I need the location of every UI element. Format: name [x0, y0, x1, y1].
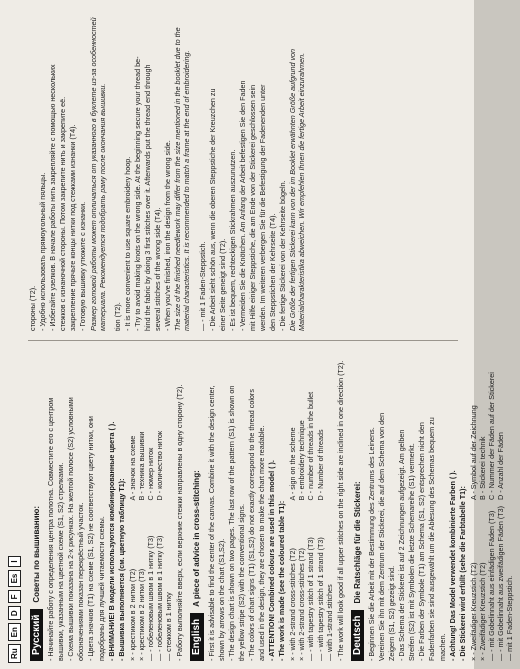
instruction-line: den Steppstichen der Kehrseite (T4). [268, 213, 278, 331]
size-note: The size of the finished needlework may differ from the size mentioned in the booklet due to the material characteristics. It is recommended to match a frame at the end of embroidering. [173, 27, 192, 331]
instruction-line: - Try to avoid making knots on the wrong side. At the beginning secure your thread be- [132, 56, 142, 331]
stitch-legend [128, 346, 173, 661]
instruction-line: - First it is advisable to find the center of the canvas. Combine it with the design center, [206, 385, 216, 661]
legend-key: B - техника вышивки [136, 431, 146, 501]
instruction-line: - When you've finished, iron the design from the wrong side. [163, 140, 173, 331]
instruction-line: and used in the design, they are chosen to make the chart more readable. [256, 425, 266, 661]
legend-technique: — with 1-strand stitches [324, 584, 334, 661]
instruction-line: - Удобно использовать прямоугольный пяльцы. [38, 172, 48, 331]
legend-technique: × - Zweifädiger Kreuzstich (T2) [468, 562, 478, 661]
instruction-line: - Die Farben der Symbole (T1) am Schema (S1, S2) entsprechen nicht den [417, 422, 427, 661]
legend-key: C - number of threads in the bullet [306, 391, 316, 501]
instruction-line: - ВНИМАНИЕ! В модели используются комбинированные цвета ( ). [106, 421, 116, 661]
language-label: Русский [30, 609, 43, 661]
legend-technique: — - mit Gobelinnaht aus einfädigen Fäden (T3) [487, 510, 497, 661]
legend-technique: × - with 2-strand cross-stitches (T2) [288, 548, 298, 661]
language-label: Deutsch [351, 610, 364, 661]
stitch-legend [469, 346, 514, 661]
legend-technique: × - крестиком в 2 нитки (T2) [127, 568, 137, 661]
legend-key: D - Anzahl der Fäden [496, 432, 506, 500]
legend-key: B - Stickerei technik [477, 436, 487, 500]
instruction-line: - Beginnen Sie die Arbeit mit der Bestimmung des Zentrums des Leinens. [366, 427, 376, 661]
legend-key: A - sign on the scheme [288, 427, 298, 501]
instruction-line: Streifen (S2) ist mit Symbolen die letzte Schemareihe (S1) vermerkt. [407, 443, 417, 661]
legend-technique: — - mit Gobelinnaht aus zweifädigen Fäden (T3) [496, 505, 506, 661]
tab-f[interactable]: F [8, 590, 21, 603]
language-tabs [8, 556, 21, 663]
tab-es[interactable]: Es [8, 570, 21, 588]
left-column [28, 346, 520, 661]
tab-i[interactable]: I [8, 556, 21, 566]
section-header [351, 346, 364, 661]
instruction-line: the yellow stripe (S2) with the conventional signs. [236, 503, 246, 661]
legend-key: A - значок на схеме [127, 435, 137, 501]
instruction-line: - Es ist bequem, rechteckigen Stickrahmen auszunutzen. [227, 149, 237, 331]
instruction-line: - Die fertige Stickerei von der Kehrseite bügeln. [278, 180, 288, 331]
legend-key: B - embroidery technique [297, 420, 307, 501]
tab-d[interactable]: D [8, 606, 21, 620]
instruction-line: - Vermeiden Sie die Knötchen. Am Anfang der Arbeit befestigen Sie den Faden [237, 80, 247, 331]
instruction-line: - Achtung! Das Model verwendet kombinierte Farben ( ). [447, 470, 457, 661]
legend-technique: × - крестиком в 2 нитки (T3) [136, 568, 146, 661]
instruction-line: hind the fabric by doing 3 first stitches over it. Afterwards put the thread end through [143, 64, 153, 331]
instruction-line: - Начинайте работу с определения центра полотна. Совместите его с центром [46, 397, 56, 661]
legend-technique: — mit 1 Faden-Steppstich. [505, 575, 515, 661]
instruction-line: - Das Schema der Stickerei ist auf 2 Zeichnungen aufgezeigt. Am gelben [397, 429, 407, 661]
instruction-line: Vereinen Sie ihn mit dem Zentrum der Stickerei, die auf dem Schema von den [377, 412, 386, 661]
instruction-line: - Схема вышивки показана на 2-х рисунках. На желтой полосе (S2) условными [66, 397, 76, 661]
column-divider [28, 340, 458, 341]
instruction-line: стежков с изнаночной стороны. Потом закрепите нить и закрепите её. [58, 96, 68, 331]
legend-key: D - Number of threads [315, 429, 325, 501]
instruction-line: - The colors of chart signs (T1) (S1,S2) do not exactly correspond to the thread colors [246, 389, 256, 661]
tab-en[interactable]: En [8, 623, 21, 641]
instruction-line: shown by arrows on the chart (S1,S2). [216, 538, 226, 661]
instruction-line: - Die Stickerei wird erfüllt (sehe die Farbtabelle T1): [457, 486, 467, 661]
instruction-line: several stitches of the wrong side (T4). [153, 207, 163, 331]
legend-technique: — - with tapestry stitch of 1 strand (T3) [306, 537, 316, 661]
english-continued [113, 16, 192, 331]
size-note: Die Größe der fertigen Stickerei kann von der im Booklet erwähnten Größe aufgrund von Materialcharakteristika abweichen. Wir empfehlen Ihnen die fertige Arbeit einzurahmen. [288, 48, 307, 331]
instruction-line: - It is more convenient to use square embroidery hoop. [122, 156, 132, 331]
instruction-line: tion (T2). [112, 302, 122, 331]
legend-key: D - количество ниток [155, 430, 165, 501]
section-header [190, 346, 203, 661]
russian-continued [28, 16, 107, 331]
legend-key: C - Nummer der Fäden auf der Stickerei [487, 372, 497, 500]
tab-ru[interactable]: Ru [8, 644, 21, 663]
instruction-line: - Избегайте узелков. В начале работы нить закрепляйте с помощью нескольких [48, 64, 58, 331]
legend-technique: × - Zweifädiger Kreuzstich (T2) [477, 562, 487, 661]
instruction-line: - ATTENTION! Combined colours are used in this model ( ). [267, 460, 277, 661]
instruction-line: Fadenfarben sie sind ausgewählt um die Ablesung des Schemas bequem zu [427, 417, 437, 661]
right-column [28, 16, 313, 331]
instruction-line: mit Hilfe einiger Steppstiche, die am Ende von der Stickerei geschlossen sein [247, 84, 257, 331]
instruction-line: закрепление прячьте концы нитки под стежками изнанки (T4). [68, 124, 78, 331]
legend-spacer [164, 346, 173, 501]
instruction-line: подобраны для лучшей читаемости схемы. [96, 516, 106, 661]
instruction-line: machen. [437, 633, 447, 661]
instruction-line: вышивки, указанным на цветной схеме (S1, S2) стрелками. [56, 462, 66, 661]
instruction-line: — - mit 1 Faden-Steppstich. [197, 241, 207, 331]
size-note: Размер готовой работы может отличаться от указанного в буклете из-за особенностей материала. Рекомендуется подобрать раму после окончания вышивки. [88, 17, 107, 331]
instruction-line: - Вышивка выполняется (см. цветную таблицу Т1): [116, 478, 126, 661]
russian-section [30, 346, 184, 661]
instruction-tail: - The work will look good if all upper stitches on the right side are inclined in one direction (T2). [335, 360, 345, 661]
language-label: English [190, 613, 203, 661]
section-title: Die Ratschläge für die Stickerei: [352, 481, 362, 604]
legend-technique: × - with 2-strand cross-stitches (T2) [297, 548, 307, 661]
legend-technique: — - гобеленовым швом в 1 нитку (T3) [155, 535, 165, 661]
instruction-tail: - Работу выполняйте вверх, если верхние стежки направлены в одну сторону (T2). [175, 384, 185, 661]
instruction-line: - Die Arbeit sieht schön aus, wenn die oberen Steppstiche der Kreuzchen zu [207, 88, 217, 331]
instruction-line: - The work is made (see the coloured table T1): [277, 500, 287, 661]
legend-technique: — стежком в 1 нитку [164, 592, 174, 661]
deutsch-continued [198, 16, 307, 331]
section-title: A piece of advice in cross-stitching: [192, 470, 202, 607]
legend-technique: — - гобеленовым швом в 1 нитку (T3) [146, 535, 156, 661]
legend-key: C - номер ниток [146, 447, 156, 501]
instruction-line: - The design chart is shown on two pages. The last row of the pattern (S1) is shown on [226, 385, 236, 661]
instruction-line: - Цвета значков (T1) на схеме (S1, S2) не соответствуют цвету нитки, они [86, 416, 96, 661]
instruction-line: Zeigern (S1, S2) gezeigt sind. [387, 565, 397, 661]
stitch-legend [288, 346, 333, 661]
legend-key: A - Symbol auf der Zeichnung [468, 405, 478, 500]
legend-spacer [505, 346, 514, 500]
section-header [30, 346, 43, 661]
instruction-line: стороны (T2). [28, 285, 37, 331]
instruction-line: einer Seite geneigt sind (T2). [217, 238, 227, 331]
instruction-line: werden. Im weiteren verbergen Sie für die Befestigung der Fadenenden unter [258, 84, 268, 331]
instruction-line: обозначениями показан перекрёстный участок. [76, 502, 86, 661]
section-title: Советы по вышиванию: [32, 506, 41, 603]
deutsch-section [351, 346, 515, 661]
instruction-line: - Готовую вышивку утюжите с изнанки. [78, 201, 88, 331]
legend-technique: — - with tapestry stitch of 1 strand (T3) [315, 537, 325, 661]
legend-spacer [325, 346, 334, 501]
english-section [190, 346, 344, 661]
